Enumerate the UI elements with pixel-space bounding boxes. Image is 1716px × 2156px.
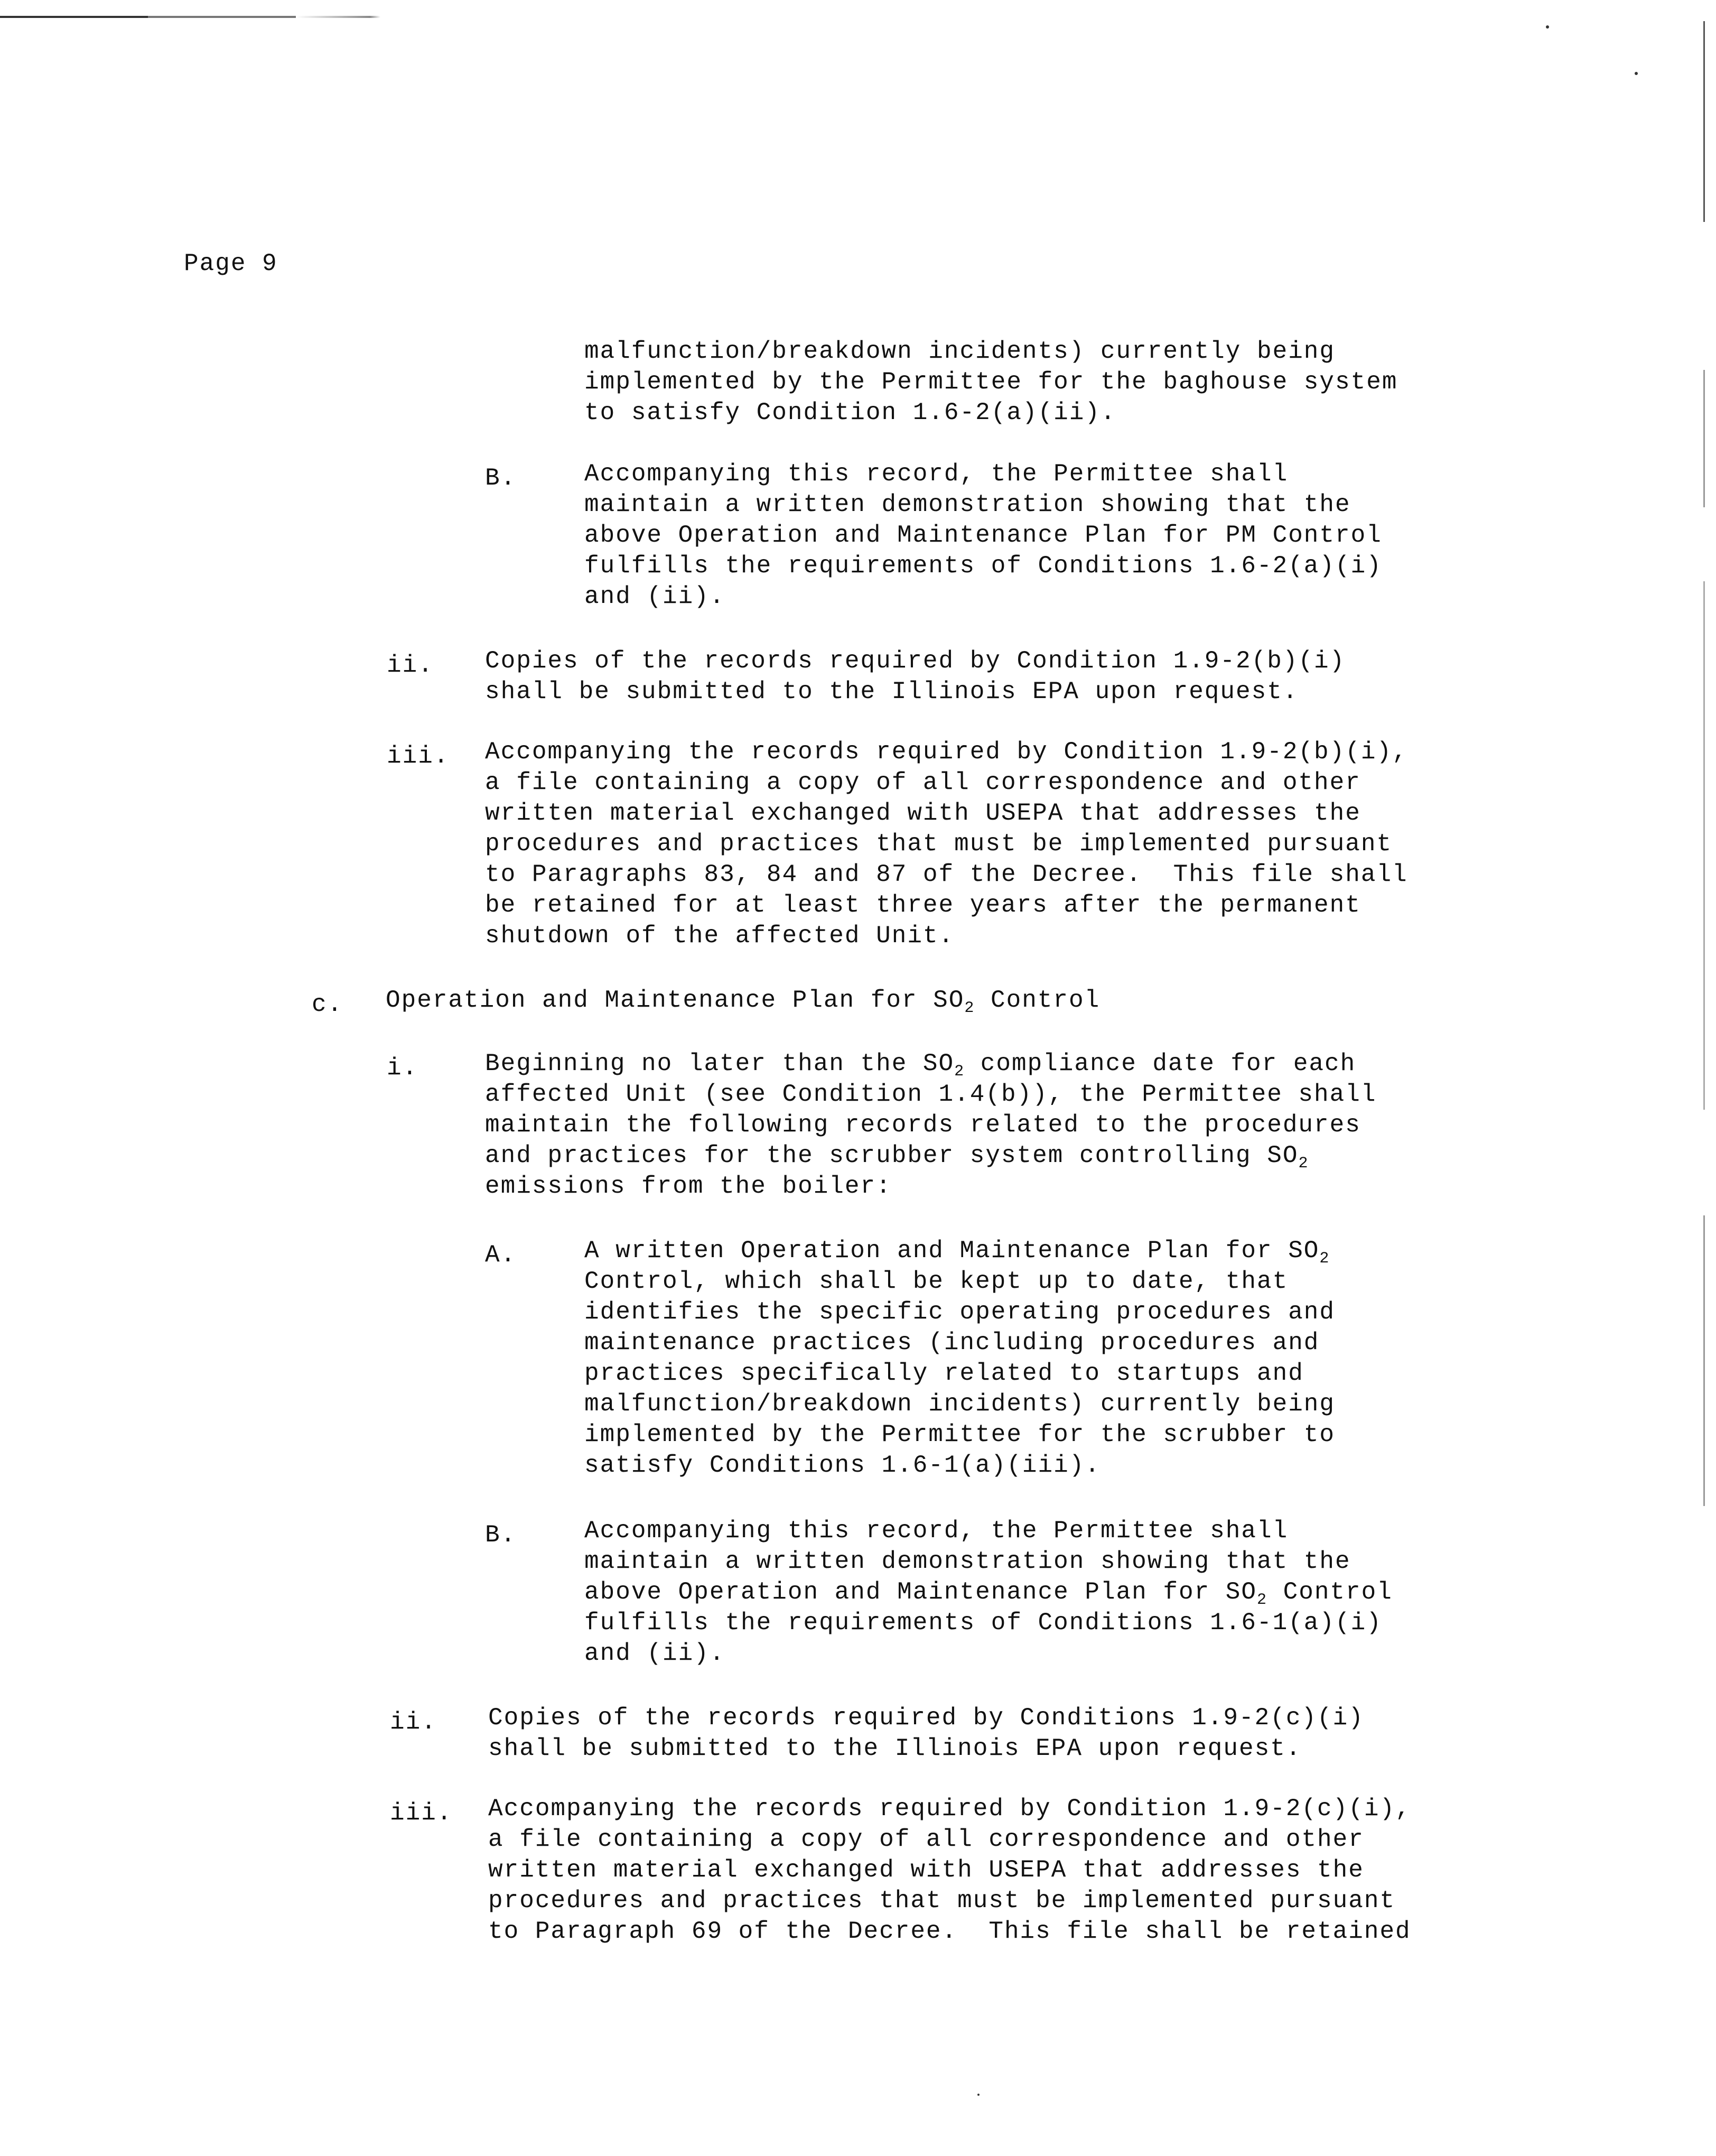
text-line: satisfy Conditions 1.6-1(a)(iii). — [584, 1452, 1101, 1479]
text-line: identifies the specific operating procedures and — [584, 1298, 1336, 1326]
text-line: to satisfy Condition 1.6-2(a)(ii). — [584, 399, 1116, 426]
text-line: malfunction/breakdown incidents) currently being — [584, 1390, 1336, 1418]
text-line: Accompanying this record, the Permittee shall — [584, 460, 1289, 488]
text-line: maintain a written demonstration showing that the — [584, 1548, 1351, 1575]
list-marker: i. — [387, 1054, 418, 1082]
text-line: emissions from the boiler: — [485, 1173, 892, 1200]
text-line: to Paragraph 69 of the Decree. This file shall be retained — [488, 1918, 1411, 1945]
scan-artifact-right-edge — [1703, 21, 1705, 222]
text-line: affected Unit (see Condition 1.4(b)), the Permittee shall — [485, 1081, 1377, 1108]
text-line: above Operation and Maintenance Plan for $SO_2$ Control — [584, 1578, 1393, 1609]
list-marker: c. — [312, 991, 343, 1018]
list-marker: iii. — [387, 742, 450, 770]
text-line: malfunction/breakdown incidents) currently being — [584, 338, 1336, 365]
scan-artifact-top-rule — [0, 16, 433, 18]
text-line: implemented by the Permittee for the scrubber to — [584, 1421, 1336, 1448]
scan-artifact-right-edge — [1703, 1215, 1705, 1506]
text-line: shutdown of the affected Unit. — [485, 922, 955, 950]
text-line: and (ii). — [584, 1640, 725, 1667]
scan-artifact-right-edge — [1703, 581, 1705, 1110]
text-line: practices specifically related to startups and — [584, 1360, 1304, 1387]
list-marker: ii. — [387, 652, 434, 679]
text-line: procedures and practices that must be implemented pursuant — [485, 830, 1393, 858]
text-line: maintain a written demonstration showing that the — [584, 491, 1351, 518]
text-line: A written Operation and Maintenance Plan for $SO_2$ — [584, 1237, 1330, 1268]
text-line: Beginning no later than the $SO_2$ compliance date for each — [485, 1050, 1356, 1081]
scan-artifact-right-edge — [1703, 370, 1705, 507]
list-marker: B. — [485, 464, 517, 492]
text-line: written material exchanged with USEPA that addresses the — [485, 800, 1361, 827]
text-line: procedures and practices that must be implemented pursuant — [488, 1887, 1396, 1915]
page-number: Page 9 — [184, 250, 278, 277]
list-marker: B. — [485, 1521, 517, 1549]
scan-speck — [977, 2094, 980, 2096]
list-marker: ii. — [390, 1708, 437, 1736]
text-line: shall be submitted to the Illinois EPA upon request. — [485, 678, 1299, 705]
text-line: fulfills the requirements of Conditions 1.6-2(a)(i) — [584, 552, 1382, 580]
text-line: Accompanying this record, the Permittee shall — [584, 1517, 1289, 1545]
list-marker: iii. — [390, 1799, 453, 1827]
text-line: Copies of the records required by Conditions 1.9-2(c)(i) — [488, 1704, 1364, 1732]
text-line: be retained for at least three years after the permanent — [485, 891, 1361, 919]
text-line: a file containing a copy of all correspondence and other — [488, 1826, 1364, 1853]
scan-speck — [1546, 25, 1549, 29]
section-heading: Operation and Maintenance Plan for $SO_2$ Control — [386, 987, 1101, 1017]
text-line: written material exchanged with USEPA that addresses the — [488, 1856, 1364, 1884]
text-line: maintenance practices (including procedures and — [584, 1329, 1320, 1356]
list-marker: A. — [485, 1241, 517, 1269]
text-line: a file containing a copy of all correspondence and other — [485, 769, 1361, 796]
text-line: to Paragraphs 83, 84 and 87 of the Decree. This file shall — [485, 861, 1408, 888]
text-line: Accompanying the records required by Condition 1.9-2(b)(i), — [485, 738, 1408, 766]
text-line: implemented by the Permittee for the baghouse system — [584, 368, 1398, 396]
text-line: above Operation and Maintenance Plan for PM Control — [584, 522, 1382, 549]
scan-speck — [1635, 72, 1638, 75]
text-line: and (ii). — [584, 583, 725, 610]
text-line: fulfills the requirements of Conditions 1.6-1(a)(i) — [584, 1609, 1382, 1637]
text-line: Copies of the records required by Condition 1.9-2(b)(i) — [485, 647, 1346, 675]
text-line: Control, which shall be kept up to date, that — [584, 1268, 1289, 1295]
text-line: shall be submitted to the Illinois EPA upon request. — [488, 1735, 1302, 1762]
text-line: Accompanying the records required by Condition 1.9-2(c)(i), — [488, 1795, 1411, 1823]
text-line: and practices for the scrubber system controlling $SO_2$ — [485, 1142, 1309, 1173]
text-line: maintain the following records related to the procedures — [485, 1111, 1361, 1139]
